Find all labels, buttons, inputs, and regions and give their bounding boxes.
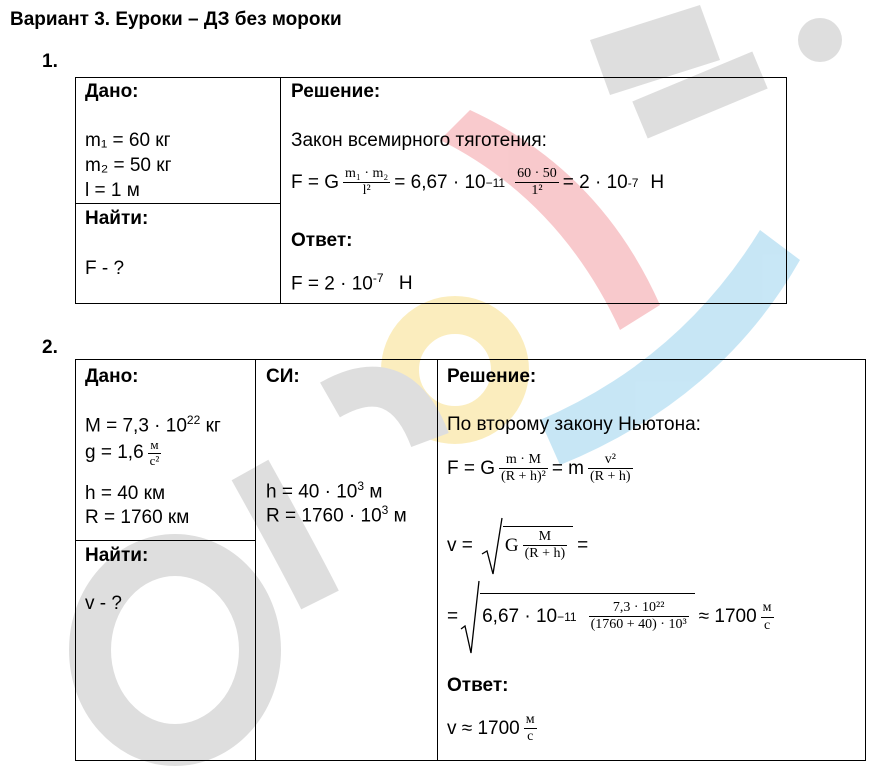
task2-M-unit: кг <box>205 415 221 437</box>
task1-m2: m₂ = 50 кг <box>85 155 172 176</box>
task1-law: Закон всемирного тяготения: <box>291 130 547 151</box>
task1-frac1-num: m₁ · m₂ <box>343 166 390 183</box>
task2-frac-a <box>499 452 548 485</box>
task2-h: h = 40 км <box>85 483 166 504</box>
page-title: Вариант 3. Еуроки – ДЗ без мороки <box>10 9 342 30</box>
task1-unit: Н <box>650 171 665 193</box>
task2-divider-2 <box>437 359 438 761</box>
sqrt-2-body <box>480 593 695 633</box>
task2-law: По второму закону Ньютона: <box>447 414 701 435</box>
task2-find: v - ? <box>85 593 122 614</box>
task2-answer <box>447 712 541 745</box>
task1-frac2 <box>515 166 559 199</box>
task1-frac2-den: 1² <box>531 183 543 199</box>
task2-u-num: м <box>761 600 774 617</box>
task2-eq2-const: 6,67 · 10 <box>482 605 558 627</box>
task1-answer-label: Ответ: <box>291 230 353 251</box>
task2-v-G: G <box>504 534 519 556</box>
task2-v-lhs: v = <box>447 535 473 556</box>
task2-g-den: с² <box>149 452 160 468</box>
sqrt-1-body <box>503 526 573 562</box>
task1-solution-label: Решение: <box>291 81 381 102</box>
task1-eq-mid: = 6,67 · 10 <box>394 171 486 193</box>
task2-g-num: м <box>148 438 162 454</box>
task1-frac1-den: l² <box>362 183 371 199</box>
task2-given-label: Дано: <box>85 366 139 387</box>
task2-fd-num: 7,3 · 10²² <box>589 600 689 617</box>
task2-u-den: с <box>763 617 771 633</box>
task2-si-h-unit: м <box>369 481 383 503</box>
task1-l: l = 1 м <box>85 180 140 201</box>
task1-given-label: Дано: <box>85 81 139 102</box>
sqrt-1 <box>481 516 573 576</box>
task2-eq-m: = m <box>551 457 585 479</box>
task2-fb-num: v² <box>588 452 633 469</box>
sqrt-2 <box>460 579 695 655</box>
task1-answer-unit: Н <box>398 273 413 295</box>
task2-frac-b <box>588 452 633 485</box>
task2-si-R-unit: м <box>393 505 407 527</box>
task2-fa-num: m · M <box>499 452 548 469</box>
task2-si-h <box>266 479 382 503</box>
task1-hdivider <box>75 203 281 204</box>
task2-g-text: g = 1,6 <box>85 442 144 464</box>
task1-find: F - ? <box>85 258 125 279</box>
task2-answer-frac <box>524 712 537 745</box>
task2-number: 2. <box>42 337 58 358</box>
task2-M <box>85 413 221 437</box>
task2-frac-d <box>589 600 689 633</box>
task2-answer-text: v ≈ 1700 <box>447 717 520 739</box>
task2-fc-num: M <box>523 529 568 546</box>
task2-hdivider <box>75 540 256 541</box>
task2-M-exp: 22 <box>186 413 201 427</box>
task1-f-lhs: F = G <box>291 171 340 193</box>
task2-fc-den: (R + h) <box>524 546 566 561</box>
task1-answer-text: F = 2 · 10 <box>291 273 373 295</box>
sqrt-1-sign <box>481 516 503 576</box>
task2-formula-2 <box>447 516 588 576</box>
task2-fd-den: (1760 + 40) · 10³ <box>590 617 687 632</box>
task1-frac1 <box>343 166 390 199</box>
task2-si-R <box>266 503 407 527</box>
task1-exp-res: -7 <box>627 175 639 190</box>
task2-answer-u-den: с <box>527 729 534 745</box>
task2-frac-c <box>523 529 568 562</box>
task1-divider <box>280 77 281 304</box>
task2-divider-1 <box>255 359 256 761</box>
task1-m1: m₁ = 60 кг <box>85 130 171 151</box>
task1-frac2-num: 60 · 50 <box>515 166 559 183</box>
task1-answer <box>291 271 413 295</box>
task2-eq-tail: = <box>577 535 589 556</box>
task2-formula-1 <box>447 452 637 485</box>
task2-M-text: M = 7,3 · 10 <box>85 415 187 437</box>
task2-si-h-text: h = 40 · 10 <box>266 481 358 503</box>
task1-exp1: −11 <box>485 175 506 190</box>
task2-R: R = 1760 км <box>85 507 190 528</box>
task1-formula <box>291 166 664 199</box>
task1-eq-res: = 2 · 10 <box>562 171 628 193</box>
task1-number: 1. <box>42 51 58 72</box>
task2-fb-den: (R + h) <box>590 469 631 485</box>
task1-find-label: Найти: <box>85 208 149 229</box>
task2-eq2-exp: −11 <box>557 609 577 624</box>
task2-g <box>85 438 165 469</box>
task2-si-h-exp: 3 <box>357 479 365 493</box>
task2-g-frac <box>148 438 162 469</box>
task2-answer-label: Ответ: <box>447 675 509 696</box>
task2-formula-3 <box>447 579 778 655</box>
task2-fa-den: (R + h)² <box>501 469 546 485</box>
task2-unit-frac <box>761 600 774 633</box>
task2-si-R-text: R = 1760 · 10 <box>266 505 382 527</box>
task2-solution-label: Решение: <box>447 366 537 387</box>
sqrt-2-sign <box>460 579 480 655</box>
task2-eq2-lhs: = <box>447 606 459 627</box>
task2-find-label: Найти: <box>85 545 149 566</box>
task2-approx: ≈ 1700 <box>698 606 757 627</box>
task2-f-lhs: F = G <box>447 457 496 479</box>
task2-si-label: СИ: <box>266 366 300 387</box>
task2-answer-u-num: м <box>524 712 537 729</box>
task2-si-R-exp: 3 <box>381 503 389 517</box>
task1-answer-exp: -7 <box>372 271 384 285</box>
